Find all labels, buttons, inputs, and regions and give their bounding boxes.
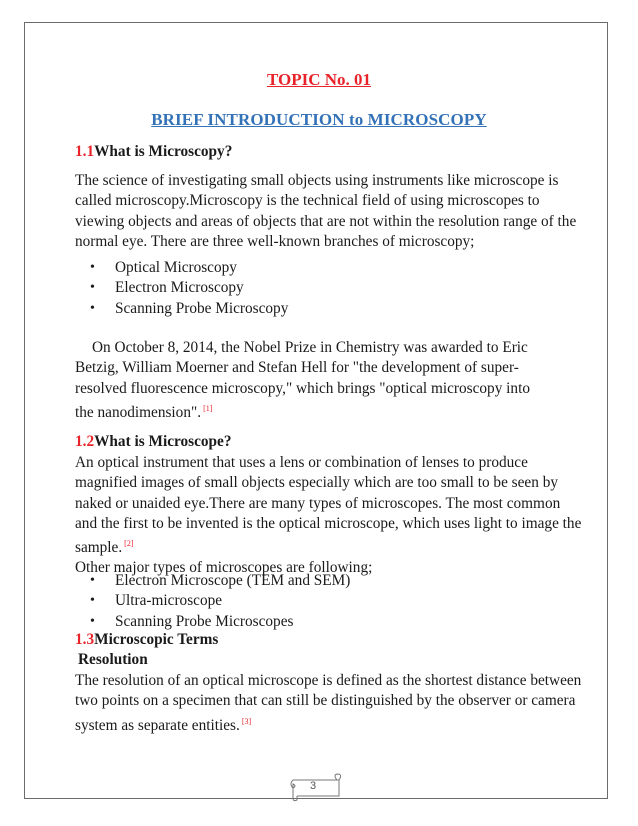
resolution-paragraph xyxy=(75,671,582,736)
branches-list xyxy=(90,258,288,319)
citation-reference: [3] xyxy=(241,716,252,726)
text-line: two points on a specimen that can still be distinguished by the observer or camera xyxy=(75,692,576,710)
list-item: • Ultra-microscope xyxy=(90,591,350,611)
list-item: • Scanning Probe Microscopes xyxy=(90,612,350,632)
page-subtitle: BRIEF INTRODUCTION to MICROSCOPY xyxy=(151,110,487,129)
text-line: naked or unaided eye.There are many types of microscopes. The most common xyxy=(75,494,561,512)
citation-reference: [2] xyxy=(124,539,134,549)
topic-title: TOPIC No. 01 xyxy=(266,70,372,89)
text-line: normal eye. There are three well-known branches of microscopy; xyxy=(75,232,475,250)
section-number: 1.1 xyxy=(75,143,95,160)
text-line: Other major types of microscopes are following; xyxy=(75,559,373,577)
microscopy-paragraph xyxy=(75,171,575,252)
text-line: An optical instrument that uses a lens or combination of lenses to produce xyxy=(75,454,528,471)
list-item: • Electron Microscope (TEM and SEM) xyxy=(90,571,350,591)
microscope-types-list xyxy=(90,571,350,632)
text-line: viewing objects and areas of objects that are not within the resolution range of the xyxy=(75,212,577,230)
text-line: The resolution of an optical microscope is defined as the shortest distance between xyxy=(75,672,582,689)
text-line: sample. xyxy=(75,539,123,557)
text-line: the nanodimension". xyxy=(75,403,202,421)
text-line: On October 8, 2014, the Nobel Prize in Chemistry was awarded to Eric xyxy=(92,339,528,356)
section-title: What is Microscope? xyxy=(94,433,232,450)
section-heading-1-1 xyxy=(75,143,232,161)
text-line: and the first to be invented is the optical microscope, which uses light to image the xyxy=(75,514,582,532)
citation-reference: [1] xyxy=(203,403,213,413)
text-line: magnified images of small objects especially which are too small to be seen by xyxy=(75,474,558,492)
text-line: resolved fluorescence microscopy," which brings "optical microscopy into xyxy=(75,379,530,397)
section-title: Microscopic Terms xyxy=(94,631,219,648)
nobel-paragraph xyxy=(75,338,575,423)
page-number: 3 xyxy=(309,780,317,792)
section-heading-1-2 xyxy=(75,433,232,451)
list-item: • Scanning Probe Microscopy xyxy=(90,299,288,319)
section-title: What is Microscopy? xyxy=(94,143,233,160)
resolution-subheading: Resolution xyxy=(78,651,148,668)
section-number: 1.3 xyxy=(75,631,95,648)
text-line: called microscopy.Microscopy is the technical field of using microscopes to xyxy=(75,192,540,210)
text-line: The science of investigating small objects using instruments like microscope is xyxy=(75,172,559,189)
list-item: • Optical Microscopy xyxy=(90,258,288,278)
section-heading-1-3 xyxy=(75,631,218,649)
section-number: 1.2 xyxy=(75,433,95,450)
list-item: • Electron Microscopy xyxy=(90,278,288,298)
text-line: Betzig, William Moerner and Stefan Hell for "the development of super- xyxy=(75,359,519,377)
microscope-paragraph xyxy=(75,453,582,579)
text-line: system as separate entities. xyxy=(75,716,240,734)
